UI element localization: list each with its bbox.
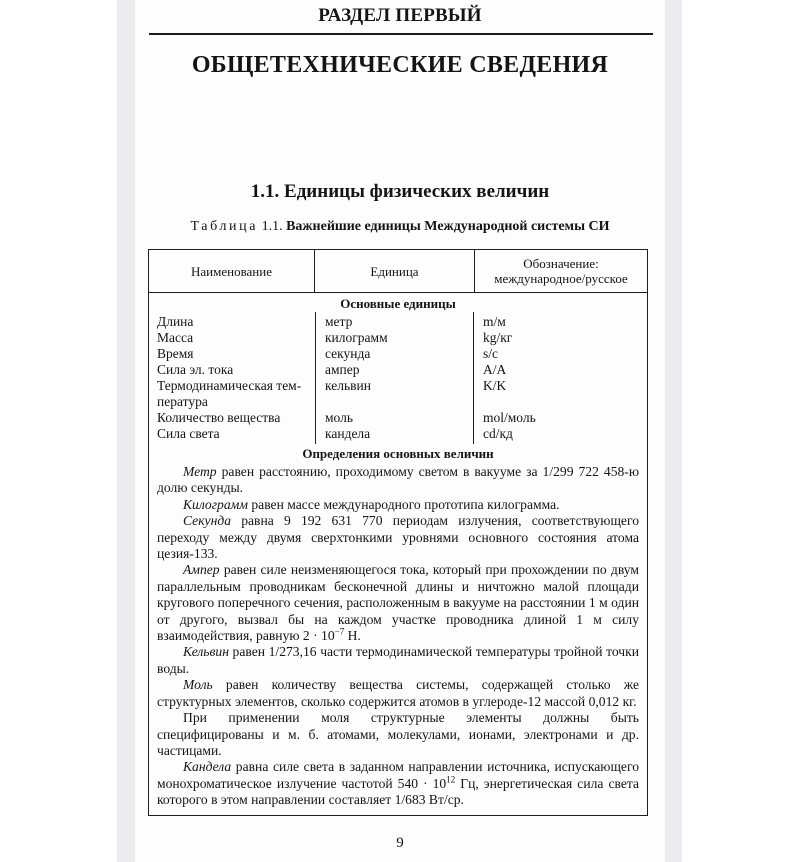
table-row [149,346,647,362]
unit-quantity-line1: Термодинамическая тем- [157,378,302,393]
definition-exponent: 12 [446,774,456,785]
definition-paragraph [157,759,639,808]
table-header [149,250,647,293]
definition-term: Секунда [183,513,232,529]
table-row [149,410,647,426]
definition-paragraph [157,644,639,677]
definition-tail: Гц, энергетическая сила света которого в этом направлении составляет 1/683 Вт/ср. [157,775,640,808]
table-caption-title: Важнейшие единицы Международной системы СИ [286,219,610,234]
definitions-text [157,464,639,809]
definition-body: равен массе международного прототипа килограмма. [247,496,560,512]
definition-paragraph [157,513,639,562]
column-divider [473,312,474,444]
definition-paragraph [157,464,639,497]
viewer-margin-left [117,0,135,862]
unit-name: секунда [325,346,371,361]
definition-body: равна силе света в заданном направлении источника, испускающего монохроматическое излучение частотой 540 · 10 [157,759,639,791]
unit-symbol: cd/кд [483,426,513,441]
group-heading-definitions: Определения основных величин [302,446,494,461]
definition-term: Кандела [183,759,232,775]
definition-term: Метр [183,464,217,479]
column-header-symbol-line1: Обозначение: [523,256,599,271]
table-caption-number: 1.1. [261,219,283,234]
unit-symbol: kg/кг [483,330,513,345]
unit-quantity: Масса [157,330,194,345]
base-units-rows [149,314,647,442]
unit-quantity: Время [157,346,194,361]
unit-quantity: Количество вещества [157,410,281,425]
definition-paragraph [157,497,639,513]
column-header-symbol [474,250,647,292]
definition-exponent: −7 [334,626,345,637]
definition-term: Моль [183,677,213,693]
table-row [149,426,647,442]
definition-term: Килограмм [183,496,248,512]
table-row [149,330,647,346]
definition-body: равен количеству вещества системы, содержащей столько же структурных элементов, сколько содержится атомов в углероде-12 массой 0,012 кг. [157,677,639,709]
unit-symbol: K/K [483,378,507,393]
unit-symbol: s/c [483,346,498,361]
table-row [149,314,647,330]
unit-name: ампер [325,362,360,377]
definition-paragraph [157,562,639,644]
unit-name: кельвин [325,378,371,393]
definition-body: равна 9 192 631 770 периодам излучения, соответствующего переходу между двумя сверхтонкими уровнями основного состояния атома цезия-133. [157,513,639,562]
unit-quantity: Сила света [157,426,220,441]
unit-name: моль [325,410,354,425]
definition-paragraph [157,677,639,710]
unit-name: килограмм [325,330,388,345]
unit-symbol: mol/моль [483,410,536,425]
unit-quantity: Сила эл. тока [157,362,234,377]
definition-term: Кельвин [183,644,229,660]
page-number: 9 [396,834,404,851]
definition-note [157,710,639,759]
table-row [149,378,647,410]
unit-quantity-line2: пература [157,394,208,409]
chapter-title: ОБЩЕТЕХНИЧЕСКИЕ СВЕДЕНИЯ [191,52,609,78]
unit-quantity [149,378,315,410]
definition-body: равен расстоянию, проходимому светом в вакууме за 1/299 722 458-ю долю секунды. [157,464,639,496]
viewer-margin-right [665,0,682,862]
definition-body: равен 1/273,16 части термодинамической температуры тройной точки воды. [157,644,639,676]
section-label: РАЗДЕЛ ПЕРВЫЙ [318,5,482,26]
book-page [135,0,665,862]
table-row [149,362,647,378]
column-divider [315,312,316,444]
unit-quantity: Длина [157,314,194,329]
definition-term: Ампер [183,562,220,578]
subsection-title: 1.1. Единицы физических величин [250,181,550,202]
definition-body: При применении моля структурные элементы должны быть специфицированы и м. б. атомами, молекулами, ионами, электронами и др. частицами. [157,710,639,758]
header-rule [149,33,653,35]
column-header-unit: Единица [314,250,474,292]
definition-tail: Н. [344,628,361,644]
unit-name: метр [325,314,353,329]
unit-name: кандела [325,426,371,441]
column-header-symbol-line2: международное/русское [494,271,628,286]
group-heading-base-units: Основные единицы [340,296,456,311]
unit-symbol: m/м [483,314,506,329]
column-header-name: Наименование [191,263,272,279]
definition-body: равен силе неизменяющегося тока, который при прохождении по двум параллельным проводникам бесконечной длины и ничтожно малой площади кругового поперечного сечения, расположенным в вакууме на расстоянии 1 м один от другого, вызвал бы на каждом участке проводника длиной 1 м силу взаимодействия, равную 2 · 10 [157,562,639,644]
table-caption [135,218,665,236]
si-units-table [148,249,648,816]
unit-symbol: A/A [483,362,507,377]
table-caption-prefix: Таблица [190,219,259,234]
